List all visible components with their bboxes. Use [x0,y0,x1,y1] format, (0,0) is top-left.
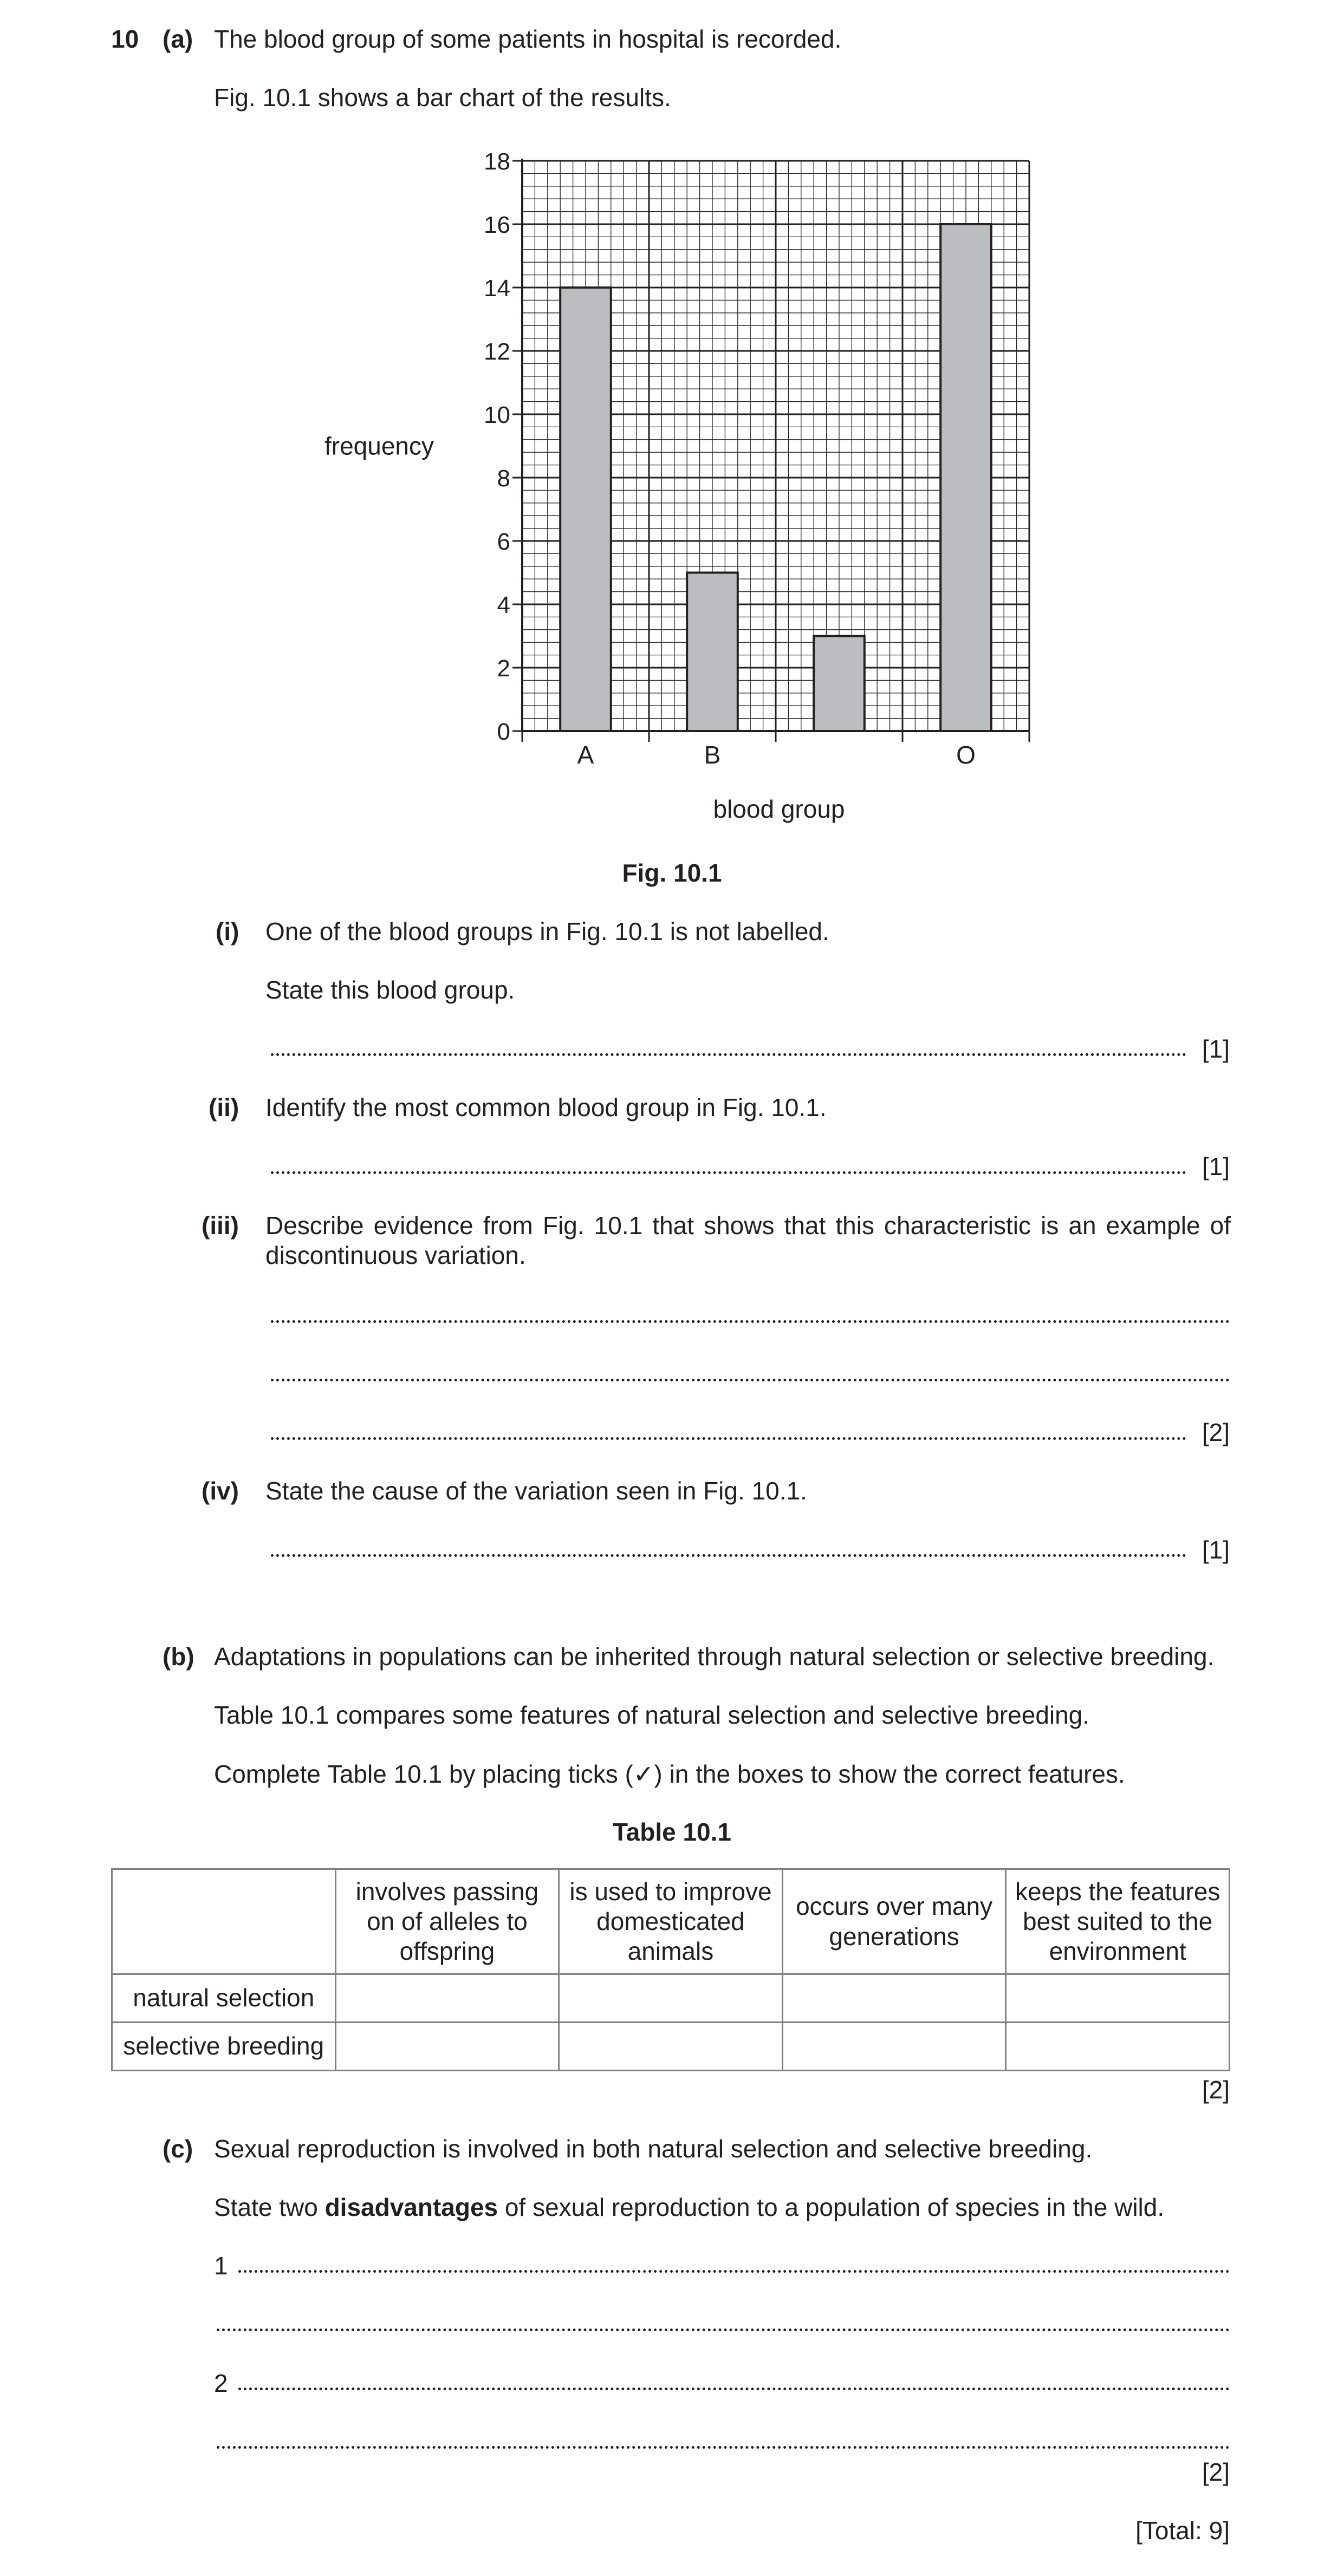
y-tick-label: 18 [484,148,510,175]
part-c-line-1: Sexual reproduction is involved in both natural selection and selective breeding. [214,2135,1093,2163]
mark-iii: [2] [1202,1418,1230,1446]
table-header-empty [112,1869,336,1974]
bar-chart [0,0,1344,845]
mark-iv: [1] [1202,1536,1230,1564]
sub-ii-label: (ii) [209,1093,239,1121]
answer-line-i[interactable] [271,1053,1186,1056]
part-c-line-2-pre: State two [214,2193,325,2221]
y-tick-label: 0 [497,719,510,745]
sub-iii-label: (iii) [202,1211,239,1240]
answer-number-1: 1 [214,2252,228,2280]
x-tick-label: A [577,741,594,769]
y-tick-label: 16 [484,212,510,238]
tick-box[interactable] [1006,1974,1230,2023]
answer-line-c-2b[interactable] [217,2446,1230,2449]
part-b-line-2: Table 10.1 compares some features of natural selection and selective breeding. [214,1701,1090,1729]
table-row [112,1974,1230,2023]
comparison-table [111,1868,1230,2071]
y-tick-label: 4 [497,592,510,618]
y-tick-label: 12 [484,338,510,365]
question-number: 10 [111,25,139,53]
answer-line-ii[interactable] [271,1171,1186,1174]
part-b-label: (b) [163,1642,194,1671]
mark-c: [2] [1202,2458,1230,2486]
table-header-environment: keeps the features best suited to the environment [1006,1869,1230,1974]
table-header-generations: occurs over many generations [782,1869,1006,1974]
y-axis-label: frequency [324,432,434,460]
mark-ii: [1] [1202,1152,1230,1181]
answer-number-2: 2 [214,2369,228,2397]
table-row [112,2023,1230,2071]
sub-iii-text: Describe evidence from Fig. 10.1 that shows that this characteristic is an example of discontinuous variation. [265,1211,1231,1270]
figure-caption: Fig. 10.1 [622,859,722,887]
sub-i-line-1: One of the blood groups in Fig. 10.1 is not labelled. [265,917,829,945]
y-tick-label: 14 [484,275,510,302]
sub-i-line-2: State this blood group. [265,976,515,1004]
row-label-natural-selection: natural selection [112,1974,336,2023]
tick-box[interactable] [335,2023,559,2071]
x-tick-label: O [956,741,976,769]
part-b-line-3: Complete Table 10.1 by placing ticks (✓) in the boxes to show the correct features. [214,1760,1125,1788]
answer-line-iv[interactable] [271,1554,1186,1557]
bar [687,573,738,732]
sub-iv-label: (iv) [202,1477,239,1505]
bar [560,288,611,731]
tick-box[interactable] [559,1974,783,2023]
x-tick-label: B [704,741,721,769]
y-tick-label: 2 [497,655,510,682]
part-c-label: (c) [163,2135,193,2163]
table-header-domesticated: is used to improve domesticated animals [559,1869,783,1974]
y-tick-label: 6 [497,529,510,555]
part-c-line-2 [214,2193,1164,2222]
table-header-alleles: involves passing on of alleles to offspring [335,1869,559,1974]
part-c-line-2-bold: disadvantages [324,2193,498,2221]
answer-line-c-2a[interactable] [238,2388,1230,2390]
part-a-intro-2: Fig. 10.1 shows a bar chart of the results. [214,83,671,112]
sub-ii-text: Identify the most common blood group in Fig. 10.1. [265,1093,827,1121]
answer-line-iii-2[interactable] [271,1379,1230,1381]
tick-box[interactable] [782,2023,1006,2071]
answer-line-c-1a[interactable] [238,2270,1230,2273]
tick-box[interactable] [559,2023,783,2071]
tick-box[interactable] [1006,2023,1230,2071]
y-tick-label: 8 [497,465,510,492]
part-a-label: (a) [163,25,193,53]
part-a-intro-1: The blood group of some patients in hospital is recorded. [214,25,842,53]
y-tick-label: 10 [484,402,510,428]
answer-line-iii-1[interactable] [271,1320,1230,1323]
tick-box[interactable] [335,1974,559,2023]
part-c-line-2-post: of sexual reproduction to a population of species in the wild. [498,2193,1165,2221]
mark-b: [2] [1202,2076,1230,2104]
bar [940,224,991,731]
row-label-selective-breeding: selective breeding [112,2023,336,2071]
sub-iv-text: State the cause of the variation seen in Fig. 10.1. [265,1477,807,1505]
mark-i: [1] [1202,1035,1230,1063]
part-b-line-1: Adaptations in populations can be inherited through natural selection or selective breeding. [214,1642,1215,1671]
answer-line-c-1b[interactable] [217,2329,1230,2331]
total-marks: [Total: 9] [1135,2516,1230,2545]
table-caption: Table 10.1 [612,1818,732,1846]
table-header-row [112,1869,1230,1974]
bar [814,636,865,732]
x-axis-label: blood group [713,795,845,823]
answer-line-iii-3[interactable] [271,1437,1186,1440]
tick-box[interactable] [782,1974,1006,2023]
sub-i-label: (i) [216,917,239,945]
